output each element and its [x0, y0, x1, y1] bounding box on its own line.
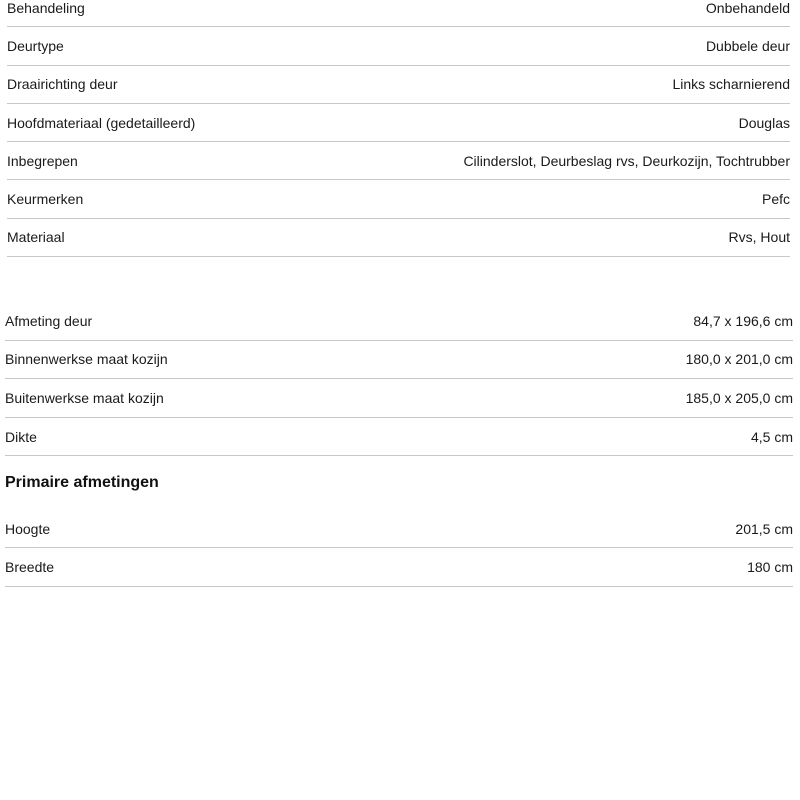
- spec-label: Dikte: [5, 428, 37, 445]
- spec-value: Links scharnierend: [672, 76, 790, 93]
- spec-row-deurtype: [7, 27, 790, 65]
- spec-label: Hoofdmateriaal (gedetailleerd): [7, 114, 196, 131]
- spec-value: 180 cm: [747, 558, 793, 575]
- spec-value: Pefc: [761, 191, 790, 208]
- spec-label: Binnenwerkse maat kozijn: [5, 351, 168, 368]
- spec-value: 84,7 x 196,6 cm: [693, 312, 793, 329]
- spec-row-draairichting: [7, 66, 790, 104]
- spec-row-binnenwerkse-maat: [5, 341, 793, 380]
- spec-label: Keurmerken: [7, 191, 84, 208]
- spec-row-hoofdmateriaal: [7, 104, 790, 142]
- spec-value: 185,0 x 205,0 cm: [685, 389, 793, 406]
- spec-label: Deurtype: [7, 37, 64, 54]
- spec-row-behandeling: [7, 0, 790, 27]
- section-heading-primary-dimensions: Primaire afmetingen: [5, 474, 159, 491]
- spec-label: Inbegrepen: [7, 152, 78, 169]
- spec-label: Buitenwerkse maat kozijn: [5, 389, 164, 406]
- spec-label: Behandeling: [7, 0, 85, 16]
- spec-row-hoogte: [5, 510, 793, 548]
- spec-value: 201,5 cm: [735, 520, 793, 537]
- spec-label: Draairichting deur: [7, 76, 118, 93]
- spec-value: Rvs, Hout: [728, 229, 790, 246]
- spec-row-dikte: [5, 418, 793, 457]
- spec-row-buitenwerkse-maat: [5, 379, 793, 418]
- spec-row-materiaal: [7, 219, 790, 257]
- spec-row-inbegrepen: [7, 142, 790, 180]
- spec-value: Douglas: [738, 114, 790, 131]
- spec-value: Cilinderslot, Deurbeslag rvs, Deurkozijn, Tochtrubber: [463, 152, 790, 169]
- spec-label: Breedte: [5, 558, 55, 575]
- dimensions-table: [5, 302, 793, 456]
- spec-label: Hoogte: [5, 520, 51, 537]
- spec-label: Afmeting deur: [5, 312, 93, 329]
- spec-value: 4,5 cm: [750, 428, 793, 445]
- spec-row-breedte: [5, 548, 793, 586]
- spec-row-afmeting-deur: [5, 302, 793, 341]
- spec-value: 180,0 x 201,0 cm: [685, 351, 793, 368]
- primary-dimensions-table: [5, 510, 793, 587]
- spec-row-keurmerken: [7, 180, 790, 218]
- spec-value: Onbehandeld: [705, 0, 790, 16]
- spec-value: Dubbele deur: [705, 37, 790, 54]
- spec-label: Materiaal: [7, 229, 65, 246]
- properties-table: [7, 0, 790, 257]
